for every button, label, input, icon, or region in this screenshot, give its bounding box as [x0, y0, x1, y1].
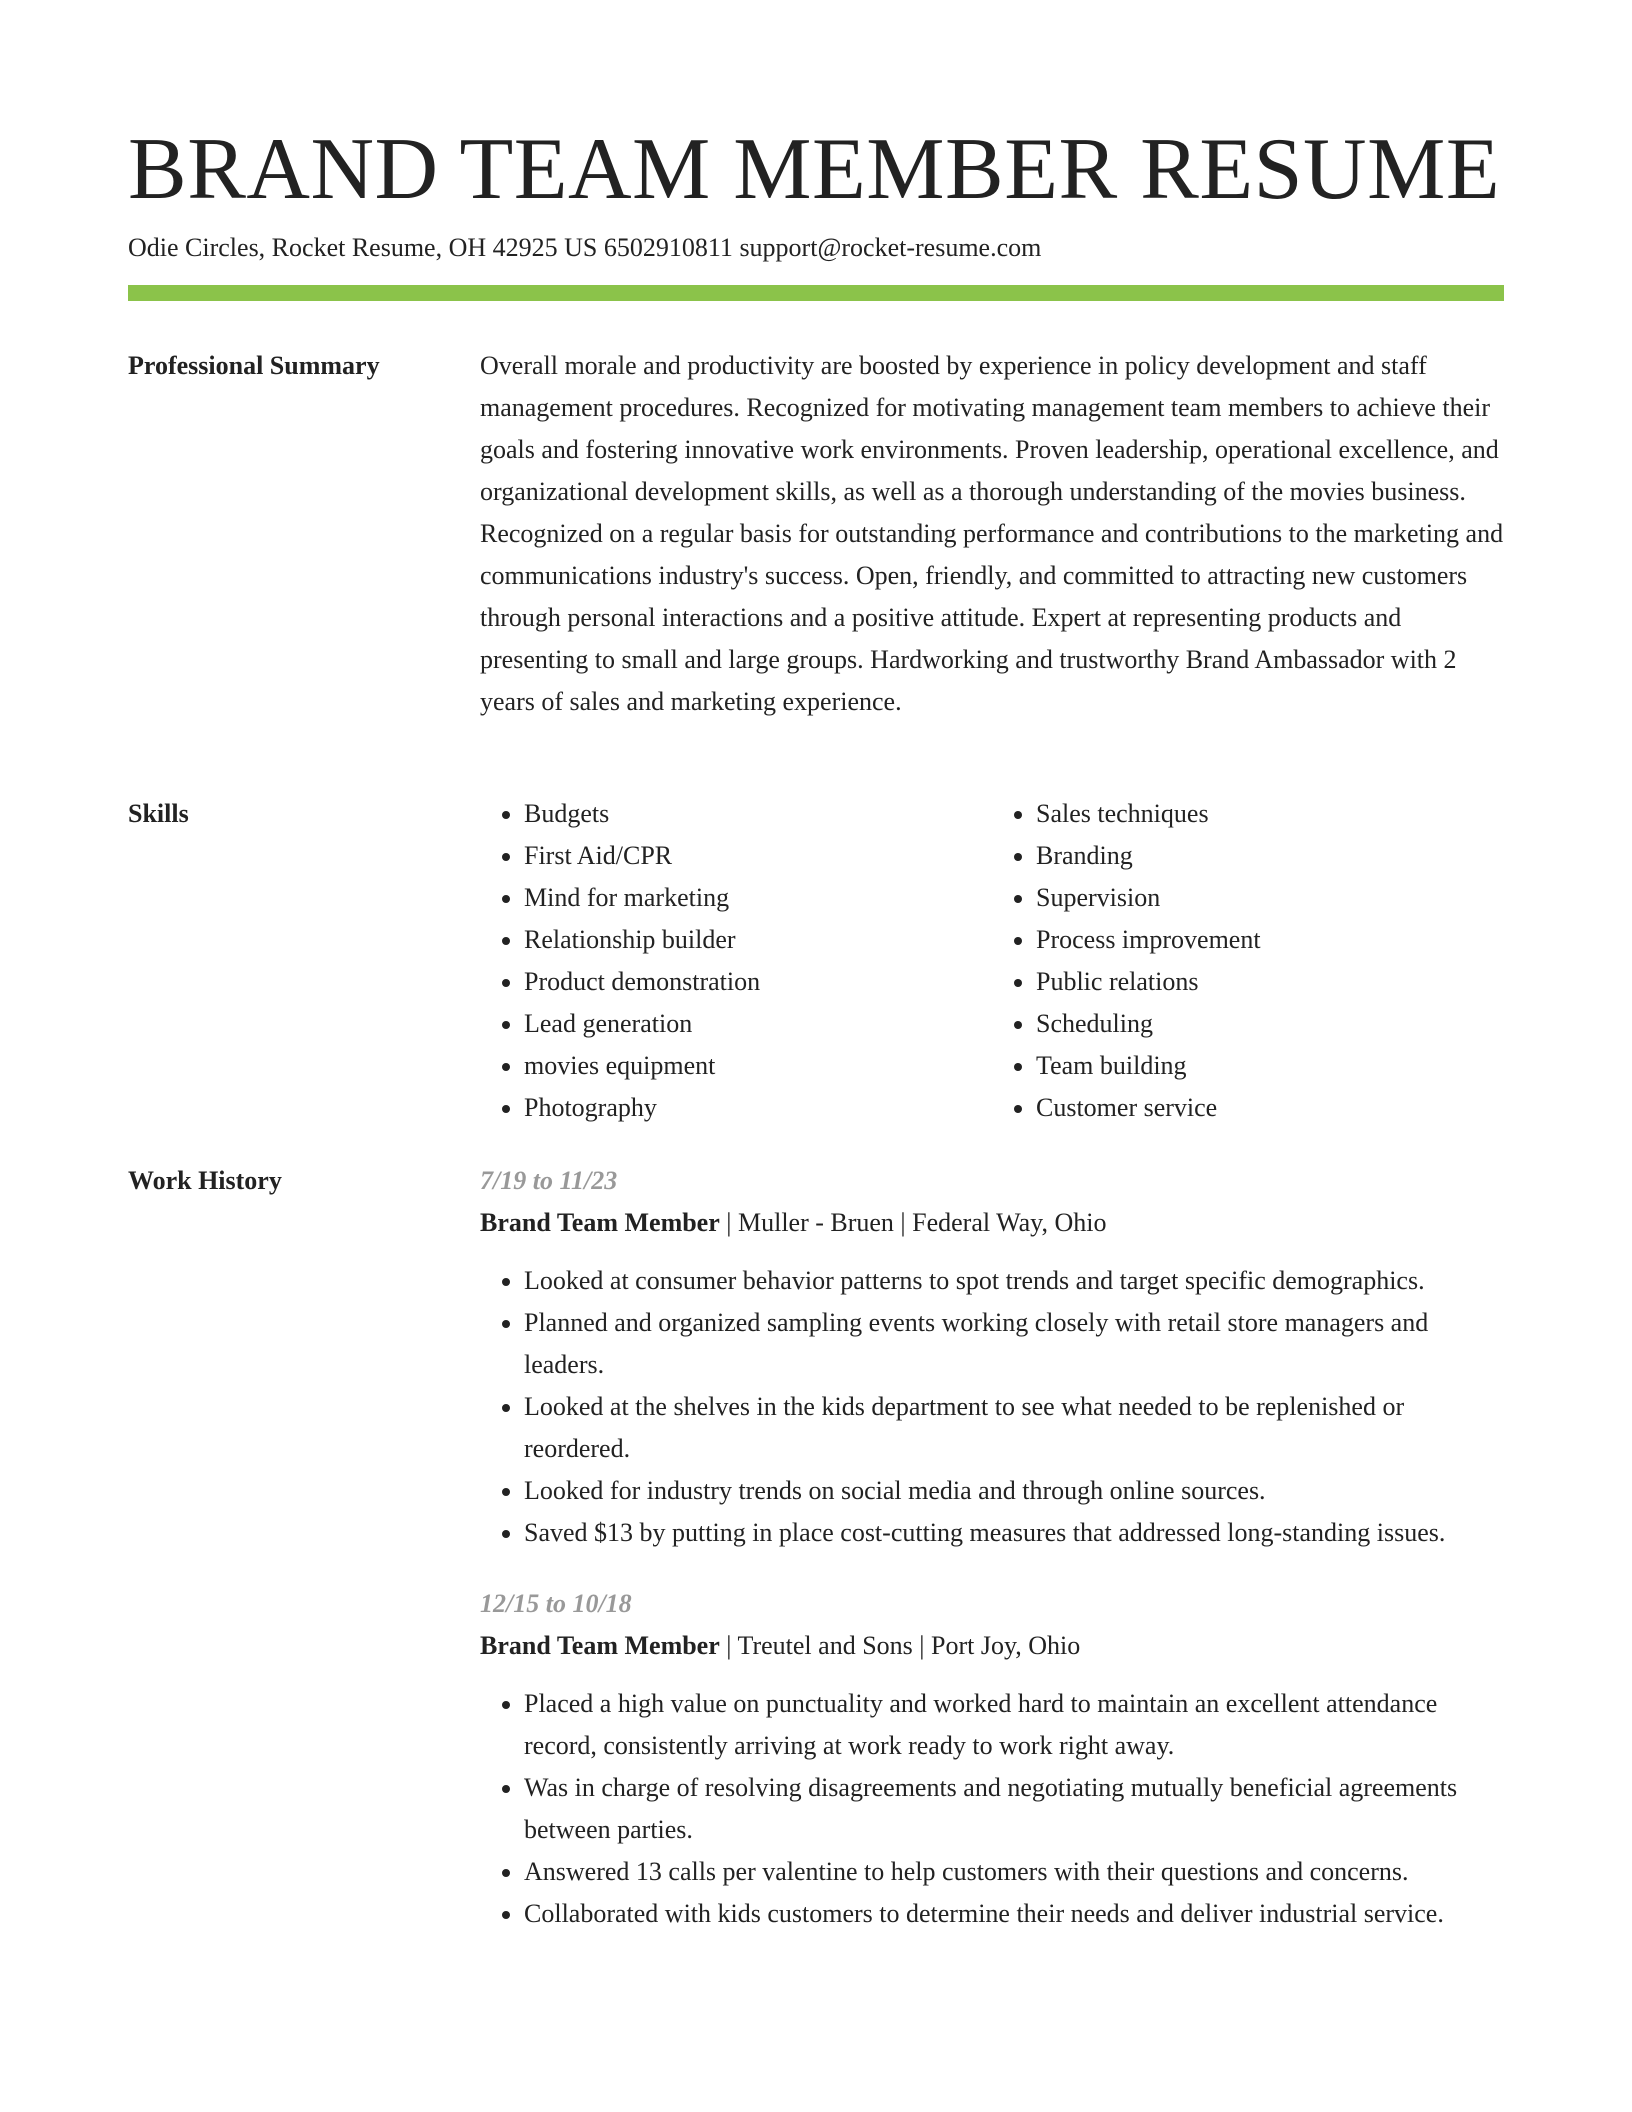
contact-email: support@rocket-resume.com [739, 233, 1042, 262]
job-title-line [480, 1202, 1504, 1244]
job-bullet: • Collaborated with kids customers to determine their needs and deliver industrial service. [524, 1893, 1504, 1935]
skill-item: • Process improvement [1036, 919, 1504, 961]
job-bullet-list [480, 1683, 1504, 1935]
contact-phone: 6502910811 [603, 233, 733, 262]
job-details: | Muller - Bruen | Federal Way, Ohio [719, 1208, 1107, 1237]
summary-label: Professional Summary [128, 351, 380, 380]
skill-item: • Photography [524, 1087, 992, 1129]
header-accent-rule [128, 285, 1504, 301]
job-role: Brand Team Member [480, 1208, 720, 1237]
resume-title: BRAND TEAM MEMBER RESUME [128, 121, 1501, 218]
skill-item: • Public relations [1036, 961, 1504, 1003]
skill-item: • Supervision [1036, 877, 1504, 919]
job-bullet: • Looked for industry trends on social media and through online sources. [524, 1470, 1504, 1512]
skill-item: • First Aid/CPR [524, 835, 992, 877]
skill-item: • Scheduling [1036, 1003, 1504, 1045]
summary-text: Overall morale and productivity are boosted by experience in policy development and staff management procedures. Recognized for motivating management team members to achieve their goals and fostering innovative work environments. Proven leadership, operational excellence, and organizational development skills, as well as a thorough understanding of the movies business. Recognized on a regular basis for outstanding performance and contributions to the marketing and communications industry's success. Open, friendly, and committed to attracting new customers through personal interactions and a positive attitude. Expert at representing products and presenting to small and large groups. Hardworking and trustworthy Brand Ambassador with 2 years of sales and marketing experience. [480, 351, 1504, 716]
job-entry [480, 1583, 1504, 1935]
skill-item: • movies equipment [524, 1045, 992, 1087]
job-bullet: • Saved $13 by putting in place cost-cutting measures that addressed long-standing issues. [524, 1512, 1504, 1554]
summary-body [480, 345, 1504, 723]
skills-list-left [480, 793, 992, 1129]
skills-list-right [992, 793, 1504, 1129]
job-bullet: • Looked at consumer behavior patterns to spot trends and target specific demographics. [524, 1260, 1504, 1302]
job-title-line [480, 1625, 1504, 1667]
skill-item: • Customer service [1036, 1087, 1504, 1129]
job-bullet: • Answered 13 calls per valentine to help customers with their questions and concerns. [524, 1851, 1504, 1893]
job-dates: 12/15 to 10/18 [480, 1589, 632, 1618]
contact-address: Odie Circles, Rocket Resume, OH 42925 US [128, 233, 598, 262]
job-entry [480, 1160, 1504, 1554]
skill-item: • Budgets [524, 793, 992, 835]
job-bullet: • Placed a high value on punctuality and worked hard to maintain an excellent attendance record, consistently arriving at work ready to work right away. [524, 1683, 1504, 1767]
job-bullet-list [480, 1260, 1504, 1554]
job-bullet: • Looked at the shelves in the kids department to see what needed to be replenished or reordered. [524, 1386, 1504, 1470]
skills-columns [480, 793, 1504, 1129]
job-details: | Treutel and Sons | Port Joy, Ohio [719, 1631, 1081, 1660]
skill-item: • Mind for marketing [524, 877, 992, 919]
skills-body [480, 793, 1504, 1129]
work-history-label: Work History [128, 1166, 282, 1195]
job-bullet: • Planned and organized sampling events working closely with retail store managers and leaders. [524, 1302, 1504, 1386]
work-history-body [480, 1160, 1504, 1935]
job-bullet: • Was in charge of resolving disagreements and negotiating mutually beneficial agreements between parties. [524, 1767, 1504, 1851]
skill-item: • Lead generation [524, 1003, 992, 1045]
job-dates: 7/19 to 11/23 [480, 1166, 618, 1195]
skill-item: • Sales techniques [1036, 793, 1504, 835]
contact-line [128, 230, 1041, 266]
skill-item: • Product demonstration [524, 961, 992, 1003]
skill-item: • Team building [1036, 1045, 1504, 1087]
job-role: Brand Team Member [480, 1631, 720, 1660]
skill-item: • Relationship builder [524, 919, 992, 961]
skills-label: Skills [128, 799, 189, 828]
skill-item: • Branding [1036, 835, 1504, 877]
